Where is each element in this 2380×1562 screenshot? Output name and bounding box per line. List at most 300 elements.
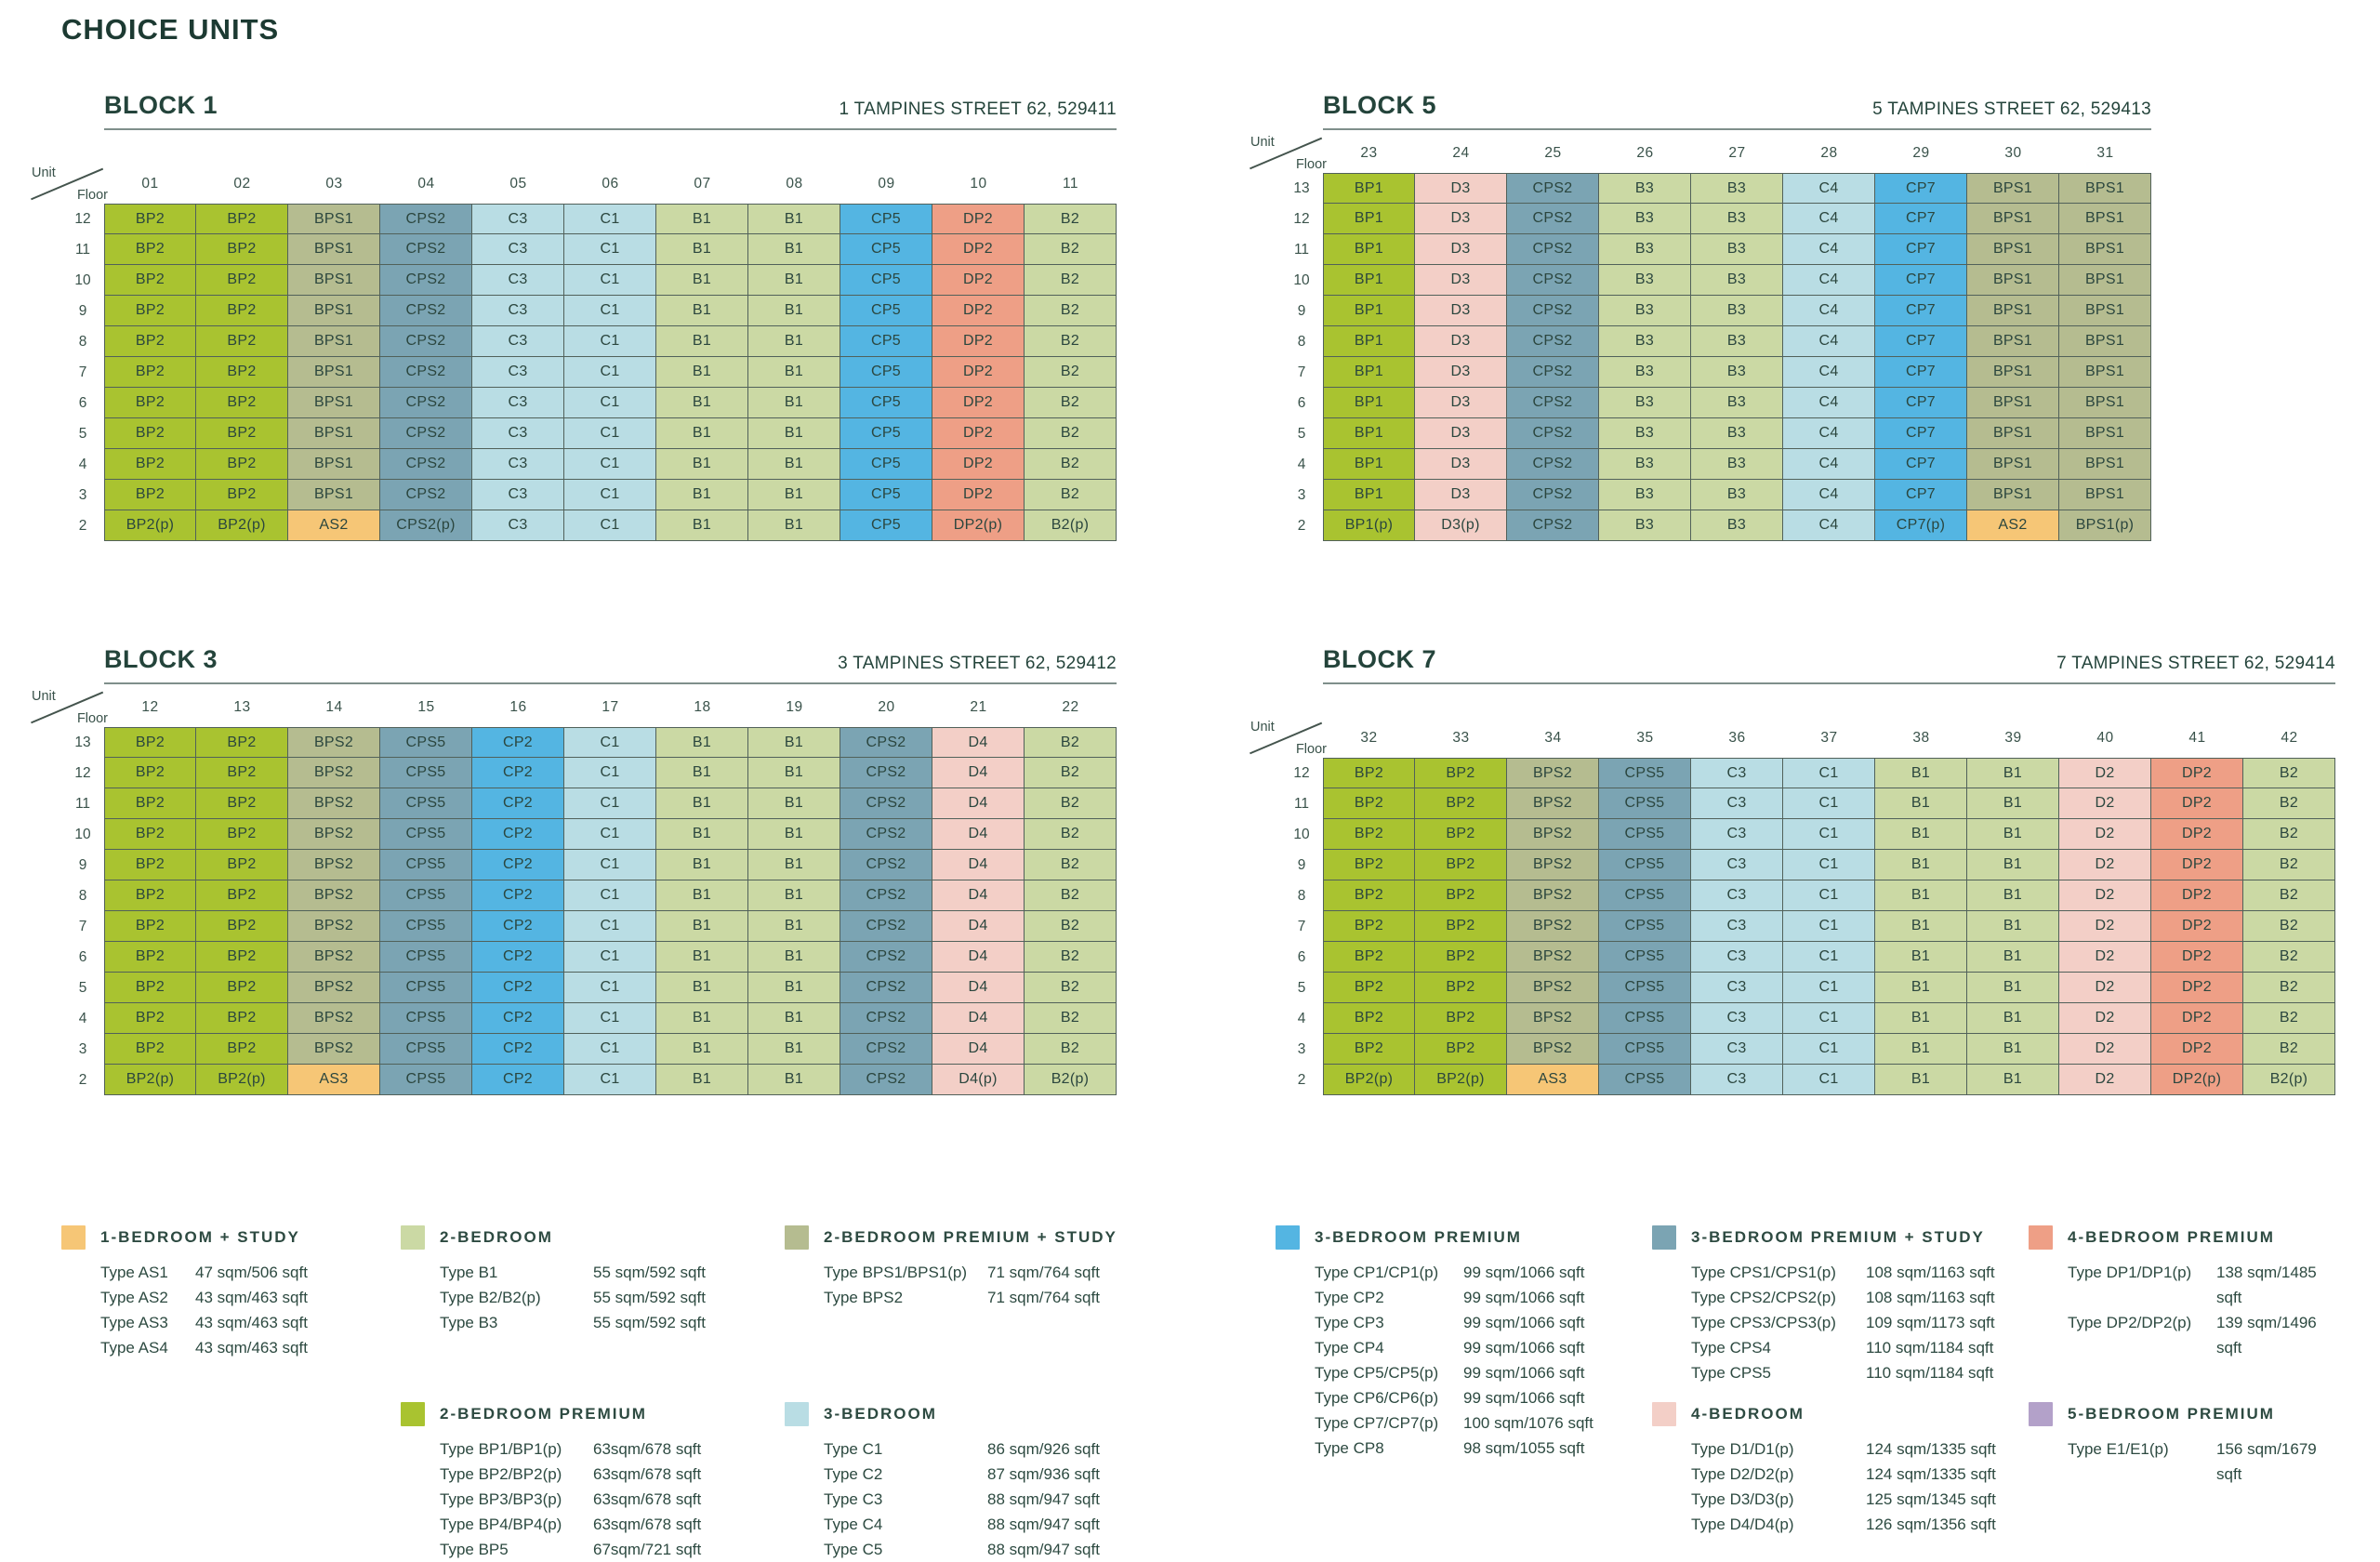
legend-column <box>1276 1225 1652 1562</box>
unit-cell: D3 <box>1415 234 1507 265</box>
floor-row <box>1280 1003 2335 1034</box>
legend-item-size: 110 sqm/1184 sqft <box>1866 1364 1994 1382</box>
unit-floor-corner-label <box>26 688 108 727</box>
unit-cell: CPS2 <box>1507 388 1599 418</box>
legend-group <box>2029 1402 2345 1487</box>
legend-item-size: 108 sqm/1163 sqft <box>1866 1289 1995 1306</box>
floor-row <box>61 480 1117 510</box>
unit-cell: C4 <box>1783 357 1875 388</box>
legend-item-size: 88 sqm/947 sqft <box>987 1490 1100 1508</box>
unit-cell: C1 <box>564 1065 656 1095</box>
legend-item-size: 88 sqm/947 sqft <box>987 1541 1100 1558</box>
unit-cell: CPS2 <box>1507 480 1599 510</box>
legend-item-size: 71 sqm/764 sqft <box>987 1289 1100 1306</box>
unit-cell: BPS1 <box>2059 357 2151 388</box>
unit-cell: BP2 <box>1323 758 1415 788</box>
unit-cell: B3 <box>1599 480 1691 510</box>
unit-cell: C4 <box>1783 234 1875 265</box>
floor-number: 10 <box>74 826 91 842</box>
unit-cell: B1 <box>1875 819 1967 850</box>
unit-cell: CP2 <box>472 973 564 1003</box>
unit-cell: C4 <box>1783 326 1875 357</box>
unit-cell: DP2 <box>2151 788 2243 819</box>
unit-cell: CPS2 <box>1507 234 1599 265</box>
unit-cell: CPS2 <box>840 1034 932 1065</box>
legend-swatch-icon <box>1652 1402 1676 1426</box>
floor-number: 10 <box>1293 271 1310 288</box>
unit-cell: B1 <box>1967 1065 2059 1095</box>
legend-item <box>440 1462 785 1487</box>
unit-cell: B1 <box>748 911 840 942</box>
unit-cell: BP1 <box>1323 296 1415 326</box>
unit-cell: C3 <box>472 480 564 510</box>
unit-cell: BP2 <box>1323 1034 1415 1065</box>
legend-group <box>785 1402 1276 1562</box>
unit-cell: CPS5 <box>1599 850 1691 880</box>
unit-cell: B1 <box>656 788 748 819</box>
unit-cell: B2 <box>1025 480 1117 510</box>
legend-group-header <box>2029 1225 2345 1250</box>
unit-cell: B1 <box>1875 1003 1967 1034</box>
legend-item-size: 99 sqm/1066 sqft <box>1463 1364 1585 1382</box>
legend-group-title: 2-BEDROOM PREMIUM <box>440 1405 647 1423</box>
unit-cell: BP2 <box>104 880 196 911</box>
unit-cell: D2 <box>2059 758 2151 788</box>
unit-cell: CPS2 <box>1507 357 1599 388</box>
unit-cell: B1 <box>748 449 840 480</box>
legend-item-size: 138 sqm/1485 sqft <box>2216 1264 2317 1306</box>
legend-items <box>440 1260 785 1335</box>
legend-group-header <box>401 1225 785 1250</box>
unit-cell: BP2 <box>1323 880 1415 911</box>
unit-cell: B1 <box>656 388 748 418</box>
unit-cell: C1 <box>564 973 656 1003</box>
unit-cell: C1 <box>564 1003 656 1034</box>
unit-cell: BP2 <box>104 265 196 296</box>
unit-cell: B1 <box>748 942 840 973</box>
unit-cell: B3 <box>1599 204 1691 234</box>
block-title: BLOCK 5 <box>1323 91 1437 119</box>
legend-swatch-icon <box>1276 1225 1300 1250</box>
unit-cell: B3 <box>1691 326 1783 357</box>
unit-cell: B2 <box>1025 204 1117 234</box>
unit-cell: BPS1 <box>2059 173 2151 204</box>
unit-cell: B1 <box>748 727 840 758</box>
floor-row <box>61 788 1117 819</box>
unit-cell: C1 <box>564 204 656 234</box>
unit-number: 39 <box>2004 730 2022 746</box>
legend-item <box>440 1487 785 1512</box>
floor-row <box>61 819 1117 850</box>
floor-number: 3 <box>1297 486 1306 503</box>
unit-cell: D3 <box>1415 388 1507 418</box>
floor-number: 7 <box>78 364 87 380</box>
unit-cell: CPS2 <box>1507 265 1599 296</box>
unit-cell: BP2 <box>1323 942 1415 973</box>
floor-number: 9 <box>78 856 87 873</box>
unit-cell: B2 <box>1025 1003 1117 1034</box>
floor-row <box>1280 265 2151 296</box>
unit-cell: C1 <box>1783 880 1875 911</box>
corner-floor-label: Floor <box>76 188 108 203</box>
unit-cell: CPS2 <box>380 265 472 296</box>
unit-cell: BP1(p) <box>1323 510 1415 541</box>
block-header <box>1323 645 2335 674</box>
floor-row <box>61 296 1117 326</box>
unit-cell: B2 <box>1025 449 1117 480</box>
unit-number: 13 <box>233 699 251 715</box>
unit-cell: CPS2 <box>1507 296 1599 326</box>
unit-cell: BP2(p) <box>1323 1065 1415 1095</box>
floor-number: 6 <box>78 948 87 965</box>
unit-cell: C3 <box>472 204 564 234</box>
unit-cell: BP2 <box>104 357 196 388</box>
unit-cell: DP2 <box>2151 758 2243 788</box>
unit-cell: BP2(p) <box>104 510 196 541</box>
unit-cell: BP2 <box>196 850 288 880</box>
unit-cell: B2 <box>2243 758 2335 788</box>
unit-cell: CP5 <box>840 480 932 510</box>
unit-cell: C1 <box>564 819 656 850</box>
unit-cell: BPS2 <box>288 880 380 911</box>
unit-cell: CP7 <box>1875 326 1967 357</box>
unit-cell: B1 <box>748 510 840 541</box>
unit-floor-corner-label <box>1245 719 1327 758</box>
unit-cell: CPS5 <box>1599 819 1691 850</box>
unit-number: 25 <box>1544 145 1562 161</box>
unit-cell: CPS2 <box>840 727 932 758</box>
unit-cell: CP7 <box>1875 388 1967 418</box>
unit-number: 05 <box>509 176 527 192</box>
unit-cell: B1 <box>656 510 748 541</box>
unit-cell: BPS2 <box>288 819 380 850</box>
floor-row <box>1280 296 2151 326</box>
unit-cell: BPS1 <box>1967 204 2059 234</box>
unit-cell: D4 <box>932 1034 1025 1065</box>
unit-cell: CPS2(p) <box>380 510 472 541</box>
unit-number: 20 <box>878 699 895 715</box>
unit-cell: B1 <box>748 480 840 510</box>
unit-cell: BP2 <box>1323 1003 1415 1034</box>
corner-unit-label: Unit <box>1250 135 1275 150</box>
block-address: 1 TAMPINES STREET 62, 529411 <box>839 99 1117 119</box>
legend-group-title: 3-BEDROOM PREMIUM <box>1315 1228 1522 1246</box>
block-block-3 <box>32 645 1117 1095</box>
unit-cell: C4 <box>1783 204 1875 234</box>
legend-group-header <box>1652 1402 2029 1426</box>
legend-item <box>440 1512 785 1537</box>
unit-cell: D3 <box>1415 418 1507 449</box>
unit-cell: CP5 <box>840 510 932 541</box>
unit-cell: C3 <box>472 449 564 480</box>
legend-item-size: 43 sqm/463 sqft <box>195 1339 308 1357</box>
legend-item-size: 99 sqm/1066 sqft <box>1463 1289 1585 1306</box>
unit-cell: BPS2 <box>1507 942 1599 973</box>
unit-cell: CPS2 <box>380 296 472 326</box>
floor-row <box>61 510 1117 541</box>
legend-item <box>1315 1260 1652 1285</box>
floor-number: 8 <box>78 887 87 904</box>
unit-cell: B1 <box>1967 1034 2059 1065</box>
unit-cell: B2 <box>1025 296 1117 326</box>
unit-cell: BP2 <box>104 1034 196 1065</box>
unit-cell: BP1 <box>1323 388 1415 418</box>
unit-cell: BPS1 <box>2059 388 2151 418</box>
unit-cell: BPS2 <box>288 758 380 788</box>
unit-cell: D2 <box>2059 942 2151 973</box>
unit-cell: CPS5 <box>380 788 472 819</box>
legend-item <box>1315 1285 1652 1310</box>
unit-cell: DP2 <box>2151 911 2243 942</box>
unit-cell: D4 <box>932 727 1025 758</box>
legend-column <box>61 1225 401 1562</box>
floor-row <box>61 449 1117 480</box>
unit-cell: BP2 <box>196 758 288 788</box>
unit-cell: BP2 <box>1323 911 1415 942</box>
unit-number: 42 <box>2281 730 2298 746</box>
legend-item-size: 124 sqm/1335 sqft <box>1866 1465 1996 1483</box>
unit-cell: BPS2 <box>288 788 380 819</box>
floor-row <box>61 357 1117 388</box>
floor-number: 2 <box>78 517 87 534</box>
unit-cell: B1 <box>656 850 748 880</box>
unit-cell: AS3 <box>288 1065 380 1095</box>
unit-cell: DP2 <box>932 296 1025 326</box>
unit-cell: BP2 <box>196 296 288 326</box>
legend-group <box>1652 1225 2029 1402</box>
legend-group-title: 3-BEDROOM PREMIUM + STUDY <box>1691 1228 1985 1246</box>
unit-cell: DP2 <box>2151 1034 2243 1065</box>
legend-group <box>1276 1225 1652 1461</box>
floor-number: 2 <box>1297 1071 1306 1088</box>
legend-items <box>440 1436 785 1562</box>
unit-cell: C1 <box>564 510 656 541</box>
unit-cell: C3 <box>1691 1065 1783 1095</box>
legend-item <box>824 1285 1276 1310</box>
legend-group-header <box>785 1402 1276 1426</box>
legend-item-size: 99 sqm/1066 sqft <box>1463 1314 1585 1331</box>
unit-cell: BP1 <box>1323 326 1415 357</box>
legend-item <box>824 1436 1276 1462</box>
unit-cell: BP2 <box>196 449 288 480</box>
floor-number: 10 <box>1293 826 1310 842</box>
unit-cell: BP2 <box>196 234 288 265</box>
unit-cell: CP2 <box>472 1003 564 1034</box>
unit-cell: C1 <box>564 850 656 880</box>
unit-cell: D2 <box>2059 850 2151 880</box>
floor-row <box>1280 1065 2335 1095</box>
floor-row <box>61 388 1117 418</box>
unit-cell: B1 <box>656 1003 748 1034</box>
unit-cell: CPS2 <box>840 880 932 911</box>
unit-cell: C1 <box>564 758 656 788</box>
unit-cell: B3 <box>1599 265 1691 296</box>
unit-cell: B3 <box>1691 480 1783 510</box>
legend-item-type: Type D3/D3(p) <box>1691 1490 1794 1508</box>
block-block-7 <box>1250 645 2335 1095</box>
unit-cell: BP2 <box>196 727 288 758</box>
unit-cell: D3 <box>1415 296 1507 326</box>
legend-item <box>440 1310 785 1335</box>
floor-row <box>1280 973 2335 1003</box>
unit-cell: B2(p) <box>2243 1065 2335 1095</box>
legend-item <box>440 1260 785 1285</box>
unit-cell: B2 <box>2243 788 2335 819</box>
stack-grid <box>1280 173 2151 541</box>
legend-column <box>401 1225 785 1562</box>
unit-cell: CP2 <box>472 880 564 911</box>
floor-number: 6 <box>1297 394 1306 411</box>
corner-floor-label: Floor <box>76 711 108 726</box>
legend-group-title: 4-BEDROOM PREMIUM <box>2068 1228 2275 1246</box>
unit-cell: B1 <box>656 942 748 973</box>
unit-cell: BPS1 <box>288 388 380 418</box>
unit-cell: B2 <box>1025 819 1117 850</box>
unit-cell: B1 <box>748 204 840 234</box>
unit-cell: CP5 <box>840 234 932 265</box>
legend-item-type: Type D4/D4(p) <box>1691 1516 1794 1533</box>
legend-item-size: 139 sqm/1496 sqft <box>2216 1314 2317 1357</box>
unit-cell: BP1 <box>1323 234 1415 265</box>
legend-group-title: 5-BEDROOM PREMIUM <box>2068 1405 2275 1423</box>
unit-cell: BPS2 <box>1507 1034 1599 1065</box>
unit-number: 10 <box>970 176 987 192</box>
unit-cell: DP2(p) <box>2151 1065 2243 1095</box>
unit-cell: B2 <box>1025 265 1117 296</box>
unit-cell: BPS1 <box>2059 326 2151 357</box>
unit-cell: BPS1 <box>1967 296 2059 326</box>
unit-cell: B1 <box>748 1065 840 1095</box>
legend-item-size: 55 sqm/592 sqft <box>593 1264 706 1281</box>
legend-item-type: Type DP2/DP2(p) <box>2068 1314 2192 1331</box>
unit-cell: D4 <box>932 850 1025 880</box>
unit-cell: B1 <box>656 204 748 234</box>
unit-cell: CPS2 <box>1507 204 1599 234</box>
unit-cell: B1 <box>656 296 748 326</box>
floor-number: 9 <box>1297 856 1306 873</box>
floor-number: 11 <box>1293 795 1310 812</box>
unit-cell: BP2 <box>196 204 288 234</box>
unit-cell: BP2(p) <box>1415 1065 1507 1095</box>
unit-cell: B3 <box>1599 173 1691 204</box>
floor-number: 5 <box>78 979 87 996</box>
unit-cell: CP5 <box>840 388 932 418</box>
legend-item-type: Type CPS1/CPS1(p) <box>1691 1264 1836 1281</box>
unit-cell: C3 <box>1691 911 1783 942</box>
unit-cell: CP7 <box>1875 296 1967 326</box>
unit-number: 02 <box>233 176 251 192</box>
legend-item-type: Type D2/D2(p) <box>1691 1465 1794 1483</box>
unit-number: 22 <box>1062 699 1079 715</box>
unit-cell: CPS5 <box>1599 1003 1691 1034</box>
legend-item-type: Type BP2/BP2(p) <box>440 1465 562 1483</box>
legend-item-size: 55 sqm/592 sqft <box>593 1314 706 1331</box>
unit-cell: B1 <box>1967 788 2059 819</box>
unit-cell: B2 <box>1025 357 1117 388</box>
unit-cell: BPS2 <box>1507 850 1599 880</box>
floor-row <box>1280 480 2151 510</box>
unit-cell: AS2 <box>1967 510 2059 541</box>
floor-number: 3 <box>78 1040 87 1057</box>
unit-cell: CPS5 <box>380 1065 472 1095</box>
unit-cell: C1 <box>564 449 656 480</box>
unit-cell: B1 <box>1967 1003 2059 1034</box>
unit-cell: CPS2 <box>840 850 932 880</box>
floor-row <box>61 326 1117 357</box>
unit-cell: C3 <box>1691 788 1783 819</box>
unit-cell: BPS1 <box>1967 418 2059 449</box>
legend-group <box>2029 1225 2345 1402</box>
unit-cell: D2 <box>2059 880 2151 911</box>
legend-item-type: Type BP1/BP1(p) <box>440 1440 562 1458</box>
legend-swatch-icon <box>2029 1225 2053 1250</box>
unit-number: 03 <box>325 176 343 192</box>
unit-cell: B2 <box>2243 942 2335 973</box>
unit-number: 19 <box>786 699 803 715</box>
unit-cell: D3 <box>1415 173 1507 204</box>
unit-cell: BPS2 <box>288 911 380 942</box>
legend-column <box>785 1225 1276 1562</box>
legend-item <box>1691 1487 2029 1512</box>
unit-cell: DP2(p) <box>932 510 1025 541</box>
legend-group-title: 2-BEDROOM <box>440 1228 553 1246</box>
floor-row <box>1280 1034 2335 1065</box>
unit-cell: CP7 <box>1875 449 1967 480</box>
legend-item-size: 110 sqm/1184 sqft <box>1866 1339 1994 1357</box>
unit-cell: BP2(p) <box>196 1065 288 1095</box>
legend-item-size: 108 sqm/1163 sqft <box>1866 1264 1995 1281</box>
floor-row <box>61 265 1117 296</box>
legend-item-size: 43 sqm/463 sqft <box>195 1314 308 1331</box>
floor-row <box>61 204 1117 234</box>
unit-cell: CPS5 <box>380 1003 472 1034</box>
legend-item <box>1691 1512 2029 1537</box>
unit-cell: CPS2 <box>1507 510 1599 541</box>
legend-item <box>1691 1335 2029 1360</box>
floor-number: 9 <box>78 302 87 319</box>
unit-cell: DP2 <box>932 418 1025 449</box>
unit-cell: CPS2 <box>840 973 932 1003</box>
unit-cell: B2(p) <box>1025 1065 1117 1095</box>
unit-cell: BPS1 <box>2059 296 2151 326</box>
floor-number: 12 <box>74 210 91 227</box>
legend-item-size: 99 sqm/1066 sqft <box>1463 1389 1585 1407</box>
legend-item <box>440 1436 785 1462</box>
unit-cell: CP7 <box>1875 173 1967 204</box>
legend-group-title: 4-BEDROOM <box>1691 1405 1805 1423</box>
unit-cell: B1 <box>748 357 840 388</box>
unit-cell: C3 <box>1691 942 1783 973</box>
unit-cell: CP2 <box>472 1034 564 1065</box>
unit-cell: BPS1 <box>288 357 380 388</box>
unit-cell: C1 <box>1783 973 1875 1003</box>
unit-cell: CPS2 <box>840 1003 932 1034</box>
unit-cell: BPS2 <box>288 850 380 880</box>
unit-cell: BP2 <box>196 973 288 1003</box>
unit-cell: BP2 <box>1415 911 1507 942</box>
unit-cell: D3 <box>1415 357 1507 388</box>
legend-group-header <box>1652 1225 2029 1250</box>
legend-group <box>1652 1402 2029 1537</box>
legend-group-header <box>61 1225 401 1250</box>
unit-cell: CPS2 <box>1507 173 1599 204</box>
corner-floor-label: Floor <box>1295 157 1327 172</box>
legend-group <box>401 1402 785 1562</box>
block-header <box>104 645 1117 674</box>
unit-cell: C1 <box>564 265 656 296</box>
unit-cell: BP2 <box>196 265 288 296</box>
unit-cell: CPS5 <box>380 758 472 788</box>
